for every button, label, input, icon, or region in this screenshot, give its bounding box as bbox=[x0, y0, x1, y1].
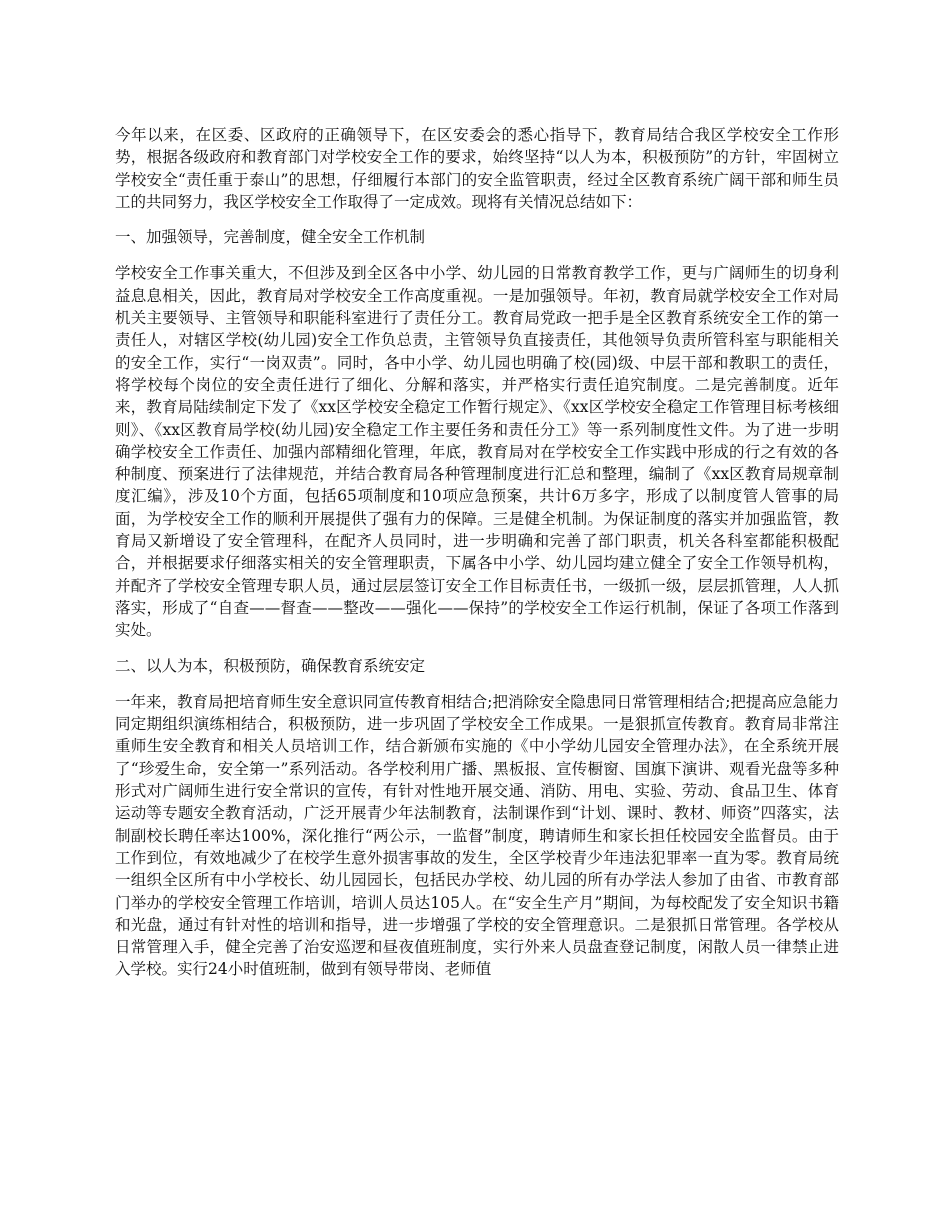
section-1-paragraph: 学校安全工作事关重大，不但涉及到全区各中小学、幼儿园的日常教育教学工作，更与广阔师生的切身利益息息相关，因此，教育局对学校安全工作高度重视。一是加强领导。年初，教育局就学校安全工作对局机关主要领导、主管领导和职能科室进行了责任分工。教育局党政一把手是全区教育系统安全工作的第一责任人，对辖区学校(幼儿园)安全工作负总责，主管领导负直接责任，其他领导负责所管科室与职能相关的安全工作，实行“一岗双责”。同时，各中小学、幼儿园也明确了校(园)级、中层干部和教职工的责任，将学校每个岗位的安全责任进行了细化、分解和落实，并严格实行责任追究制度。二是完善制度。近年来，教育局陆续制定下发了《xx区学校安全稳定工作暂行规定》、《xx区学校安全稳定工作管理目标考核细则》、《xx区教育局学校(幼儿园)安全稳定工作主要任务和责任分工》等一系列制度性文件。为了进一步明确学校安全工作责任、加强内部精细化管理，年底，教育局对在学校安全工作实践中形成的行之有效的各种制度、预案进行了法律规范，并结合教育局各种管理制度进行汇总和整理，编制了《xx区教育局规章制度汇编》，涉及10个方面，包括65项制度和10项应急预案，共计6万多字，形成了以制度管人管事的局面，为学校安全工作的顺利开展提供了强有力的保障。三是健全机制。为保证制度的落实并加强监管，教育局又新增设了安全管理科，在配齐人员同时，进一步明确和完善了部门职责，机关各科室都能积极配合，并根据要求仔细落实相关的安全管理职责，下属各中小学、幼儿园均建立健全了安全工作领导机构，并配齐了学校安全管理专职人员，通过层层签订安全工作目标责任书，一级抓一级，层层抓管理，人人抓落实，形成了“自查——督查——整改——强化——保持”的学校安全工作运行机制，保证了各项工作落到实处。 bbox=[115, 264, 839, 640]
document-page bbox=[115, 124, 839, 994]
intro-paragraph: 今年以来，在区委、区政府的正确领导下，在区安委会的悉心指导下，教育局结合我区学校安全工作形势，根据各级政府和教育部门对学校安全工作的要求，始终坚持“以人为本，积极预防”的方针，牢固树立学校安全“责任重于泰山”的思想，仔细履行本部门的安全监管职责，经过全区教育系统广阔干部和师生员工的共同努力，我区学校安全工作取得了一定成效。现将有关情况总结如下： bbox=[115, 126, 839, 211]
section-2-heading: 二、以人为本，积极预防，确保教育系统安定 bbox=[115, 656, 426, 675]
section-1-heading: 一、加强领导，完善制度，健全安全工作机制 bbox=[115, 228, 426, 247]
section-2-paragraph: 一年来，教育局把培育师生安全意识同宣传教育相结合;把消除安全隐患同日常管理相结合;把提高应急能力同定期组织演练相结合，积极预防，进一步巩固了学校安全工作成果。一是狠抓宣传教育。教育局非常注重师生安全教育和相关人员培训工作，结合新颁布实施的《中小学幼儿园安全管理办法》，在全系统开展了“珍爱生命，安全第一”系列活动。各学校利用广播、黑板报、宣传橱窗、国旗下演讲、观看光盘等多种形式对广阔师生进行安全常识的宣传，有针对性地开展交通、消防、用电、实验、劳动、食品卫生、体育运动等专题安全教育活动，广泛开展青少年法制教育，法制课作到“计划、课时、教材、师资”四落实，法制副校长聘任率达100%，深化推行“两公示，一监督”制度，聘请师生和家长担任校园安全监督员。由于工作到位，有效地减少了在校学生意外损害事故的发生，全区学校青少年违法犯罪率一直为零。教育局统一组织全区所有中小学校长、幼儿园园长，包括民办学校、幼儿园的所有办学法人参加了由省、市教育部门举办的学校安全管理工作培训，培训人员达105人。在“安全生产月”期间，为每校配发了安全知识书籍和光盘，通过有针对性的培训和指导，进一步增强了学校的安全管理意识。二是狠抓日常管理。各学校从日常管理入手，健全完善了治安巡逻和昼夜值班制度，实行外来人员盘查登记制度，闲散人员一律禁止进入学校。实行24小时值班制，做到有领导带岗、老师值 bbox=[115, 692, 839, 979]
